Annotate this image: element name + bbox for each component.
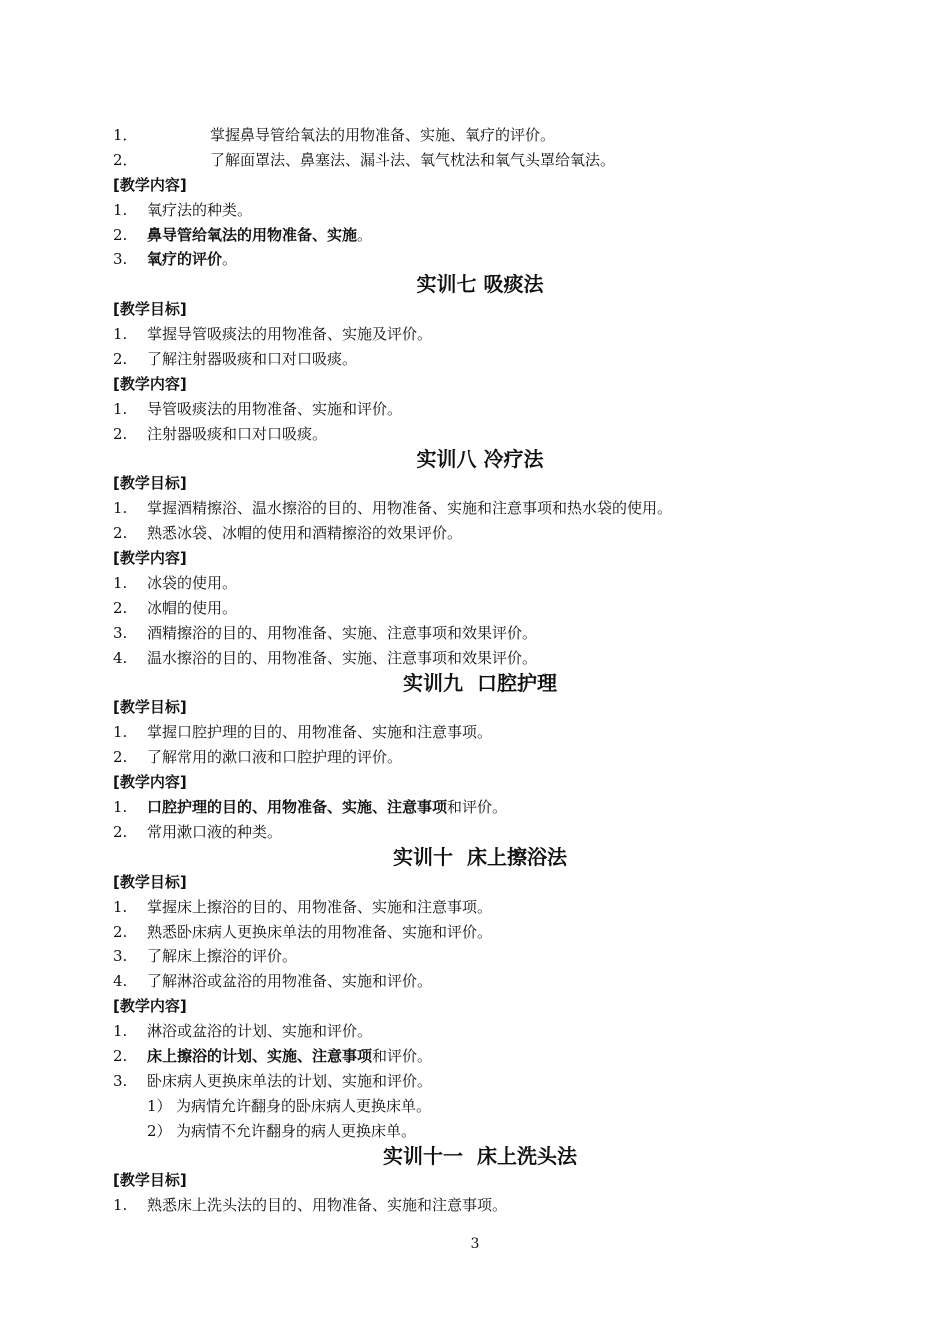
item-number: 3. xyxy=(113,1071,128,1090)
item-number: 2. xyxy=(113,424,128,443)
section-label: [教学内容] xyxy=(113,549,187,568)
item-number: 2. xyxy=(113,1046,128,1065)
item-text xyxy=(147,1044,432,1069)
item-text xyxy=(147,895,492,920)
item-number: 1. xyxy=(113,574,128,593)
item-text xyxy=(147,969,432,994)
section-title: 实训九 口腔护理 xyxy=(403,670,557,695)
list-item xyxy=(113,596,833,621)
section-label: [教学目标] xyxy=(113,300,187,319)
item-number: 2） xyxy=(147,1121,172,1140)
list-item xyxy=(113,820,833,845)
text-run: 温水擦浴的目的、用物准备、实施、注意事项和效果评价。 xyxy=(147,648,538,667)
text-run: 掌握口腔护理的目的、用物准备、实施和注意事项。 xyxy=(147,723,493,742)
item-text xyxy=(147,198,252,223)
text-run: 冰帽的使用。 xyxy=(147,598,238,617)
list-item xyxy=(113,521,833,546)
text-run: 导管吸痰法的用物准备、实施和评价。 xyxy=(147,399,403,418)
item-number: 2. xyxy=(113,524,128,543)
item-text xyxy=(147,347,357,372)
list-item xyxy=(113,422,833,447)
text-run: 掌握导管吸痰法的用物准备、实施及评价。 xyxy=(147,325,433,344)
text-run: 酒精擦浴的目的、用物准备、实施、注意事项和效果评价。 xyxy=(147,623,538,642)
sub-list-item xyxy=(113,1119,833,1144)
item-number: 2. xyxy=(113,748,128,767)
list-item xyxy=(113,123,833,148)
item-number: 2． xyxy=(113,150,138,169)
emphasized-text: 口腔护理的目的、用物准备、实施、注意事项 xyxy=(147,798,448,817)
item-text xyxy=(147,820,282,845)
text-run: 卧床病人更换床单法的计划、实施和评价。 xyxy=(147,1071,433,1090)
text-run: 了解常用的漱口液和口腔护理的评价。 xyxy=(147,748,403,767)
list-item xyxy=(113,397,833,422)
text-run: 熟悉冰袋、冰帽的使用和酒精擦浴的效果评价。 xyxy=(147,524,463,543)
item-text xyxy=(147,1019,372,1044)
section-label: [教学内容] xyxy=(113,773,187,792)
section-label: [教学内容] xyxy=(113,997,187,1016)
section-title: 实训十 床上擦浴法 xyxy=(393,844,567,869)
item-text xyxy=(147,571,237,596)
item-number: 3. xyxy=(113,623,128,642)
item-text xyxy=(147,596,237,621)
list-item xyxy=(113,1069,833,1094)
item-number: 1. xyxy=(113,325,128,344)
item-number: 2. xyxy=(113,225,128,244)
list-item xyxy=(113,895,833,920)
text-run: 为病情允许翻身的卧床病人更换床单。 xyxy=(176,1096,432,1115)
text-run: 注射器吸痰和口对口吸痰。 xyxy=(147,424,328,443)
item-text xyxy=(147,322,432,347)
list-item xyxy=(113,621,833,646)
item-number: 2. xyxy=(113,822,128,841)
text-run: 了解淋浴或盆浴的用物准备、实施和评价。 xyxy=(147,972,433,991)
item-text xyxy=(147,795,507,820)
list-item xyxy=(113,496,833,521)
emphasized-text: 鼻导管给氧法的用物准备、实施 xyxy=(147,225,358,244)
item-text xyxy=(210,148,615,173)
text-run: 常用漱口液的种类。 xyxy=(147,822,283,841)
list-item xyxy=(113,745,833,770)
item-text xyxy=(147,1193,507,1218)
text-run: 氧疗法的种类。 xyxy=(147,200,253,219)
section-title: 实训十一 床上洗头法 xyxy=(383,1143,577,1168)
text-run: 了解注射器吸痰和口对口吸痰。 xyxy=(147,350,358,369)
emphasized-text: 氧疗的评价 xyxy=(147,250,223,269)
list-item xyxy=(113,223,833,248)
list-item xyxy=(113,944,833,969)
text-run: 熟悉卧床病人更换床单法的用物准备、实施和评价。 xyxy=(147,922,493,941)
section-label: [教学内容] xyxy=(113,175,187,194)
list-item xyxy=(113,571,833,596)
list-item xyxy=(113,720,833,745)
list-item xyxy=(113,969,833,994)
section-label: [教学目标] xyxy=(113,1171,187,1190)
text-run: 了解面罩法、鼻塞法、漏斗法、氧气枕法和氧气头罩给氧法。 xyxy=(210,150,616,169)
item-text xyxy=(147,745,402,770)
item-number: 1． xyxy=(113,126,138,144)
item-number: 1. xyxy=(113,897,128,916)
item-number: 4. xyxy=(113,648,128,667)
item-number: 1. xyxy=(113,200,128,219)
list-item xyxy=(113,148,833,173)
item-number: 3. xyxy=(113,250,128,269)
section-label: [教学目标] xyxy=(113,872,187,891)
item-number: 3. xyxy=(113,947,128,966)
document-body xyxy=(113,123,833,1218)
item-text xyxy=(147,944,297,969)
item-text xyxy=(147,223,372,248)
section-label: [教学目标] xyxy=(113,474,187,493)
item-number: 1. xyxy=(113,798,128,817)
item-text xyxy=(147,397,402,422)
list-item xyxy=(113,322,833,347)
list-item xyxy=(113,247,833,272)
list-item xyxy=(113,1044,833,1069)
item-number: 1. xyxy=(113,1196,128,1215)
item-text xyxy=(176,1119,416,1144)
text-run: 掌握鼻导管给氧法的用物准备、实施、氧疗的评价。 xyxy=(210,126,556,144)
item-text xyxy=(147,496,672,521)
text-run: 熟悉床上洗头法的目的、用物准备、实施和注意事项。 xyxy=(147,1196,508,1215)
item-text xyxy=(176,1094,431,1119)
section-title: 实训八 冷疗法 xyxy=(416,446,544,471)
item-number: 2. xyxy=(113,598,128,617)
text-run: 。 xyxy=(357,225,373,244)
item-text xyxy=(147,521,462,546)
section-label: [教学内容] xyxy=(113,374,187,393)
list-item xyxy=(113,347,833,372)
item-number: 2. xyxy=(113,350,128,369)
list-item xyxy=(113,646,833,671)
item-text xyxy=(147,920,492,945)
text-run: 冰袋的使用。 xyxy=(147,574,238,593)
item-text xyxy=(210,123,555,148)
item-text xyxy=(147,422,327,447)
text-run: 。 xyxy=(222,250,238,269)
text-run: 和评价。 xyxy=(447,798,508,817)
page-number: 3 xyxy=(470,1236,480,1252)
list-item xyxy=(113,198,833,223)
list-item xyxy=(113,1193,833,1218)
item-number: 2. xyxy=(113,922,128,941)
text-run: 掌握酒精擦浴、温水擦浴的目的、用物准备、实施和注意事项和热水袋的使用。 xyxy=(147,499,673,518)
item-text xyxy=(147,621,537,646)
sub-list-item xyxy=(113,1094,833,1119)
text-run: 了解床上擦浴的评价。 xyxy=(147,947,298,966)
item-number: 1. xyxy=(113,1022,128,1041)
item-text xyxy=(147,720,492,745)
item-number: 1. xyxy=(113,499,128,518)
item-number: 1. xyxy=(113,399,128,418)
section-label: [教学目标] xyxy=(113,698,187,717)
text-run: 和评价。 xyxy=(372,1046,433,1065)
item-number: 1. xyxy=(113,723,128,742)
item-text xyxy=(147,646,537,671)
list-item xyxy=(113,795,833,820)
text-run: 淋浴或盆浴的计划、实施和评价。 xyxy=(147,1022,373,1041)
text-run: 为病情不允许翻身的病人更换床单。 xyxy=(176,1121,417,1140)
item-text xyxy=(147,1069,432,1094)
emphasized-text: 床上擦浴的计划、实施、注意事项 xyxy=(147,1046,373,1065)
item-number: 1） xyxy=(147,1096,172,1115)
section-title: 实训七 吸痰法 xyxy=(416,272,544,297)
text-run: 掌握床上擦浴的目的、用物准备、实施和注意事项。 xyxy=(147,897,493,916)
item-text xyxy=(147,247,237,272)
list-item xyxy=(113,1019,833,1044)
list-item xyxy=(113,920,833,945)
item-number: 4. xyxy=(113,972,128,991)
